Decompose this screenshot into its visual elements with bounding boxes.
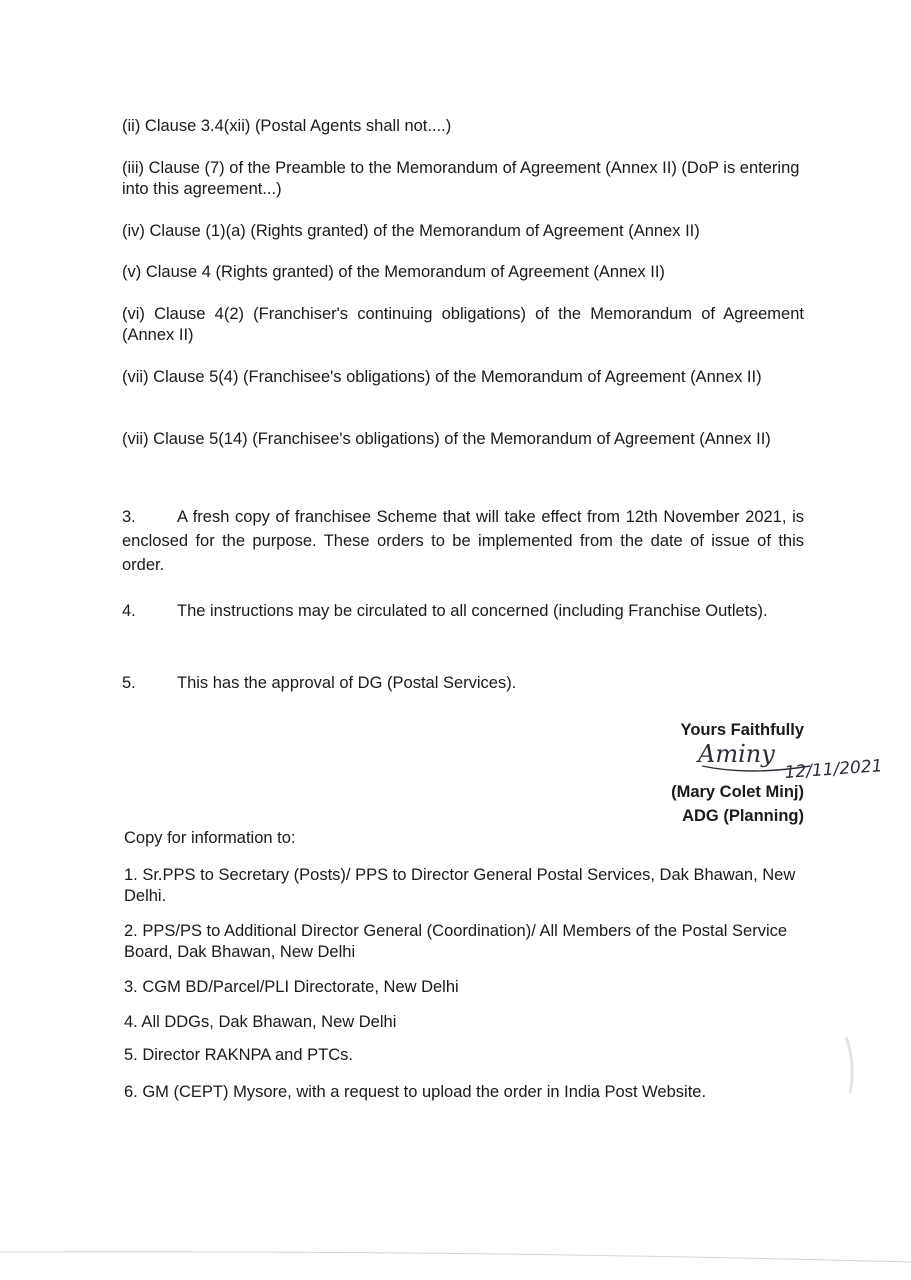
clause-iv: (iv) Clause (1)(a) (Rights granted) of the Memorandum of Agreement (Annex II)	[122, 222, 700, 240]
clause-iii: (iii) Clause (7) of the Preamble to the Memorandum of Agreement (Annex II) (DoP is entering into this agreement...)	[122, 159, 800, 198]
paragraph-3-number: 3.	[122, 508, 136, 526]
copy-item-3: 3. CGM BD/Parcel/PLI Directorate, New Delhi	[124, 978, 459, 996]
clause-v: (v) Clause 4 (Rights granted) of the Memorandum of Agreement (Annex II)	[122, 263, 665, 281]
paragraph-3	[122, 505, 804, 577]
paragraph-4-text: The instructions may be circulated to all concerned (including Franchise Outlets).	[177, 602, 768, 620]
signature-scribble: Aminy	[698, 740, 775, 768]
paragraph-5-text: This has the approval of DG (Postal Services).	[177, 674, 517, 692]
scan-smudge	[842, 1035, 862, 1095]
clause-vii-b: (vii) Clause 5(14) (Franchisee's obligations) of the Memorandum of Agreement (Annex II)	[122, 430, 771, 448]
signature-date: 12/11/2021	[783, 756, 884, 783]
clause-vii-a: (vii) Clause 5(4) (Franchisee's obligations) of the Memorandum of Agreement (Annex II)	[122, 368, 762, 386]
copy-item-4: 4. All DDGs, Dak Bhawan, New Delhi	[124, 1013, 397, 1031]
closing-salutation: Yours Faithfully	[680, 721, 804, 739]
paragraph-3-text: A fresh copy of franchisee Scheme that will take effect from 12th November 2021, is enclosed for the purpose. These orders to be implemented from the date of issue of this order.	[122, 508, 804, 574]
copy-item-2: 2. PPS/PS to Additional Director General (Coordination)/ All Members of the Postal Service Board, Dak Bhawan, New Delhi	[124, 922, 788, 961]
clause-ii: (ii) Clause 3.4(xii) (Postal Agents shall not....)	[122, 117, 452, 135]
scan-fold-line	[0, 1248, 911, 1268]
signatory-name: (Mary Colet Minj)	[671, 783, 804, 801]
paragraph-4-number: 4.	[122, 602, 136, 620]
paragraph-4	[122, 599, 804, 623]
paragraph-5-number: 5.	[122, 674, 136, 692]
clause-vi: (vi) Clause 4(2) (Franchiser's continuing obligations) of the Memorandum of Agreement (Annex II)	[122, 305, 804, 344]
copy-item-6: 6. GM (CEPT) Mysore, with a request to upload the order in India Post Website.	[124, 1083, 707, 1101]
copy-item-5: 5. Director RAKNPA and PTCs.	[124, 1046, 353, 1064]
copy-heading: Copy for information to:	[124, 829, 296, 847]
signatory-designation: ADG (Planning)	[682, 807, 804, 825]
paragraph-5	[122, 671, 804, 695]
copy-item-1: 1. Sr.PPS to Secretary (Posts)/ PPS to Director General Postal Services, Dak Bhawan, New Delhi.	[124, 866, 796, 905]
